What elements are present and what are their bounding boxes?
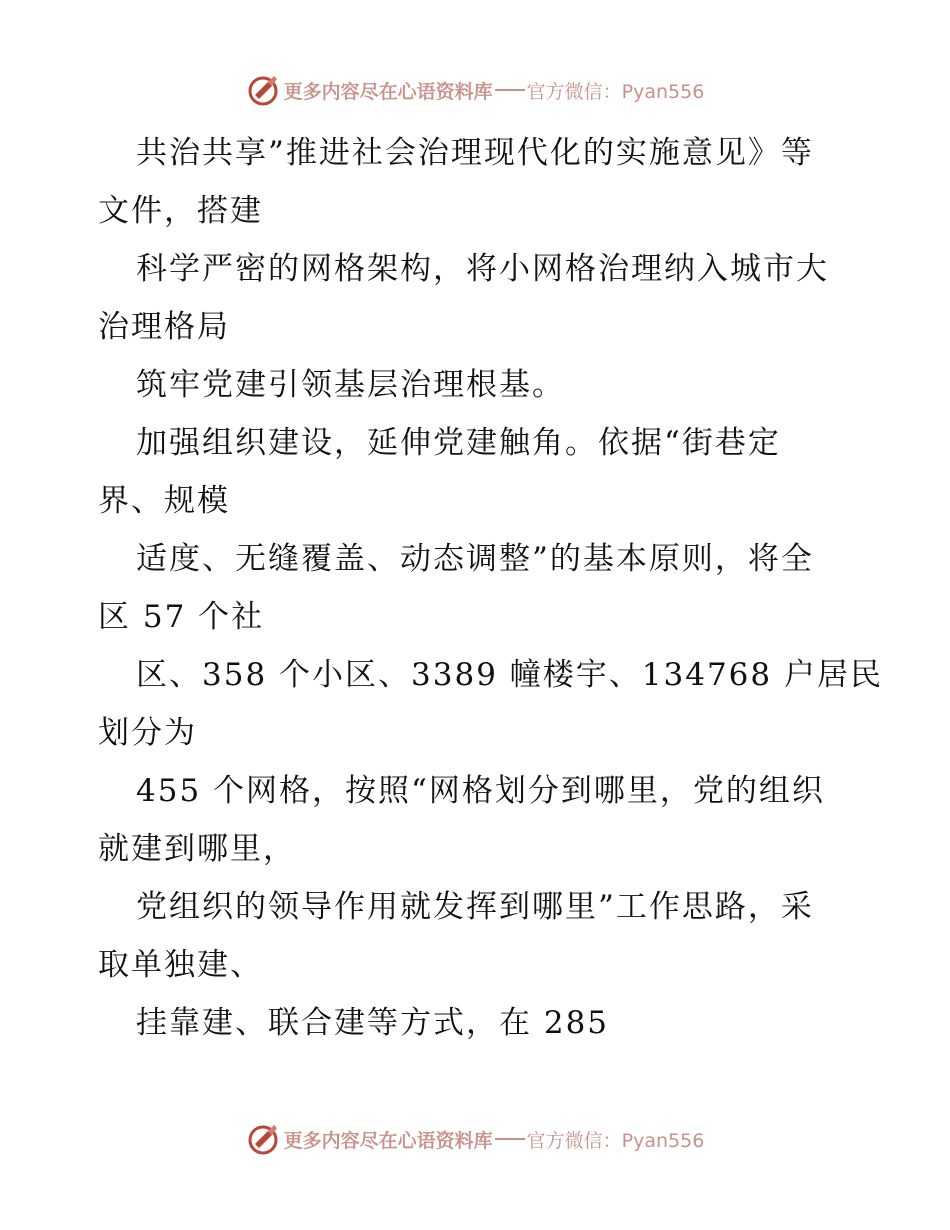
text-line: 共治共享”推进社会治理现代化的实施意见》等 [136, 135, 814, 171]
text-line: 区、358 个小区、3389 幢楼宇、134768 户居民 [136, 657, 883, 693]
text-line: 455 个网格，按照“网格划分到哪里，党的组织 [136, 773, 825, 809]
text-line: 取单独建、 [98, 947, 263, 983]
text-line: 科学严密的网格架构，将小网格治理纳入城市大 [136, 251, 829, 287]
brand-logo-icon [246, 1122, 280, 1156]
banner-brand-text: 更多内容尽在心语资料库 [283, 80, 493, 103]
banner-brand-text: 更多内容尽在心语资料库 [283, 1129, 493, 1152]
text-line: 文件，搭建 [98, 193, 263, 229]
text-line: 区 57 个社 [98, 599, 265, 635]
text-line: 界、规模 [98, 483, 230, 519]
banner-divider [495, 89, 525, 91]
banner-divider [495, 1138, 525, 1140]
document-body [98, 124, 883, 1052]
banner-contact-text: 官方微信：Pyan556 [526, 1129, 705, 1152]
brand-logo-icon [246, 73, 280, 107]
text-line: 加强组织建设，延伸党建触角。依据“街巷定 [136, 425, 781, 461]
text-line: 党组织的领导作用就发挥到哪里”工作思路，采 [136, 889, 814, 925]
text-line: 就建到哪里， [98, 831, 296, 867]
text-line: 适度、无缝覆盖、动态调整”的基本原则，将全 [136, 541, 814, 577]
text-line: 划分为 [98, 715, 197, 751]
header-banner [0, 70, 950, 110]
footer-banner [0, 1119, 950, 1159]
text-line: 筑牢党建引领基层治理根基。 [136, 367, 565, 403]
text-line: 挂靠建、联合建等方式，在 285 [136, 1005, 610, 1041]
text-line: 治理格局 [98, 309, 230, 345]
banner-contact-text: 官方微信：Pyan556 [526, 80, 705, 103]
